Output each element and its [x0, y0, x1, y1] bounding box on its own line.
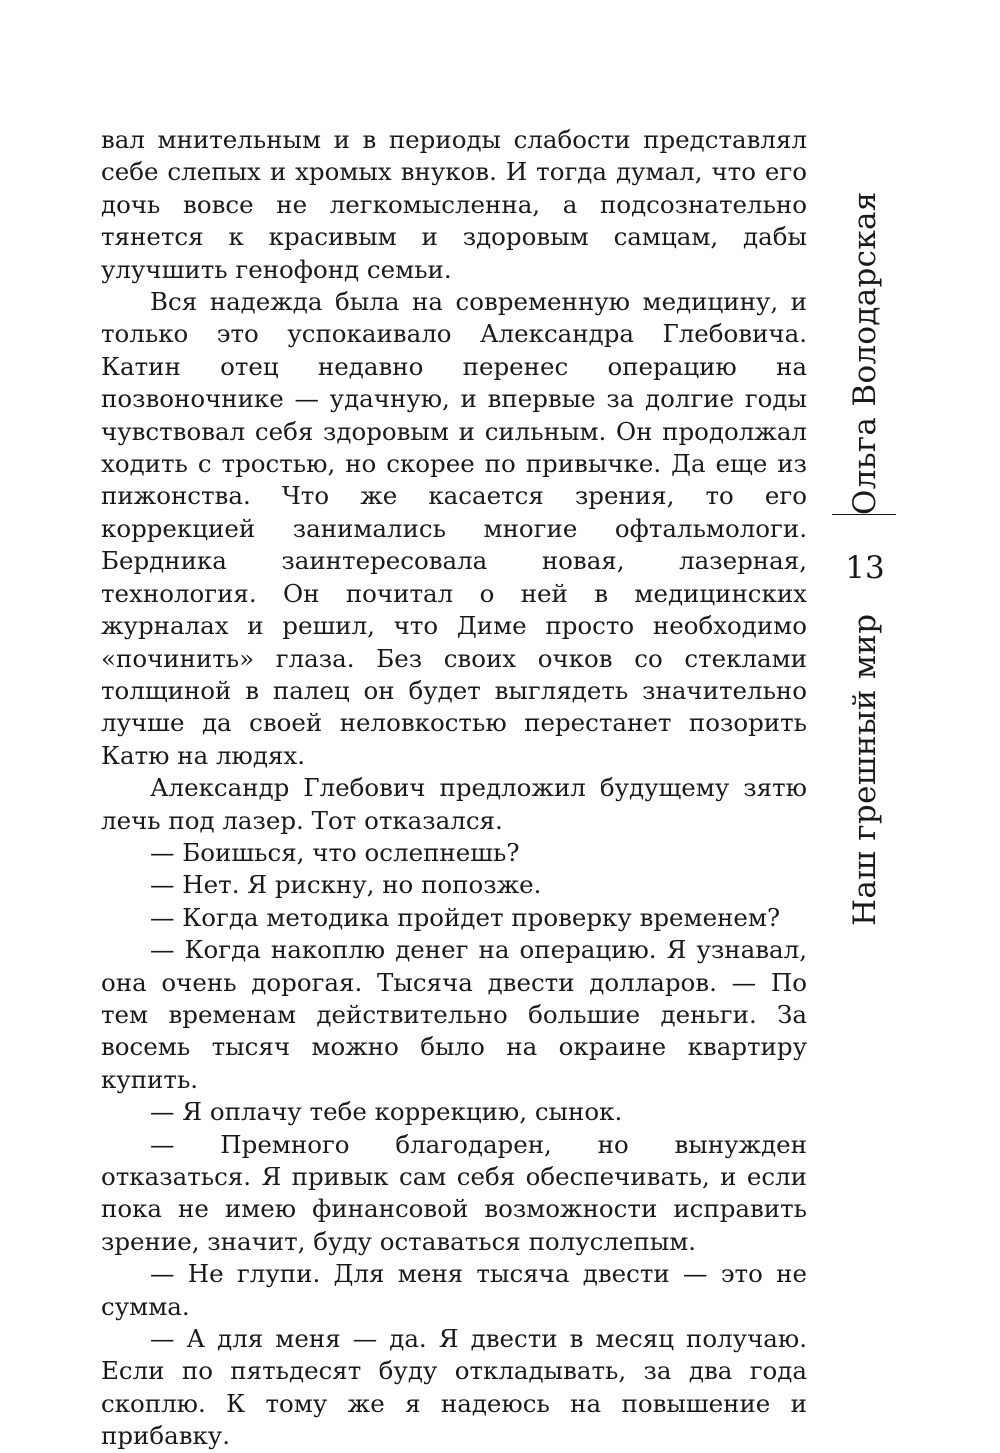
page-number: 13: [845, 550, 885, 586]
dialogue-line: — Боишься, что ослепнешь?: [150, 837, 520, 867]
running-header-sidebar: [820, 0, 910, 1346]
dialogue-line: — Когда методика пройдет проверку временем?: [150, 902, 781, 932]
dialogue-line: — А для меня — да. Я двести в месяц получаю. Если по пятьдесят буду откладывать, за два года скоплю. К тому же я надеюсь на повышение и прибавку.: [101, 1324, 807, 1451]
paragraph: вал мнительным и в периоды слабости представлял себе слепых и хромых внуков. И тогда думал, что его дочь вовсе не легкомысленна, а подсознательно тянется к красивым и здоровым самцам, дабы улучшить генофонд семьи.: [101, 125, 807, 284]
book-title: Наш грешный мир: [847, 613, 883, 927]
page-body-text: [101, 124, 807, 1453]
dialogue-line: — Я оплачу тебе коррекцию, сынок.: [150, 1097, 623, 1127]
dialogue-line: — Премного благодарен, но вынужден отказаться. Я привык сам себя обеспечивать, и если пока не имею финансовой возможности исправить зрение, значит, буду оставаться полуслепым.: [101, 1129, 807, 1256]
paragraph: Александр Глебович предложил будущему зятю лечь под лазер. Тот отказался.: [101, 773, 807, 835]
paragraph: Вся надежда была на современную медицину, и только это успокаивало Александра Глебовича. Катин отец недавно перенес операцию на позвоночнике — удачную, и впервые за долгие годы чувствовал себя здоровым и сильным. Он продолжал ходить с тростью, но скорее по привычке. Да еще из пижонства. Что же касается зрения, то его коррекцией занимались многие офтальмологи. Бердника заинтересовала новая, лазерная, технология. Он почитал о ней в медицинских журналах и решил, что Диме просто необходимо «починить» глаза. Без своих очков со стеклами толщиной в палец он будет выглядеть значительно лучше да своей неловкостью перестанет позорить Катю на людях.: [101, 287, 807, 770]
dialogue-line: — Нет. Я рискну, но попозже.: [150, 870, 542, 900]
dialogue-line: — Не глупи. Для меня тысяча двести — это не сумма.: [101, 1259, 807, 1321]
author-name: Ольга Володарская: [847, 191, 883, 515]
header-divider: [832, 514, 896, 515]
dialogue-line: — Когда накоплю денег на операцию. Я узнавал, она очень дорогая. Тысяча двести долларов. — По тем временам действительно большие деньги. За восемь тысяч можно было на окраине квартиру купить.: [101, 935, 807, 1094]
